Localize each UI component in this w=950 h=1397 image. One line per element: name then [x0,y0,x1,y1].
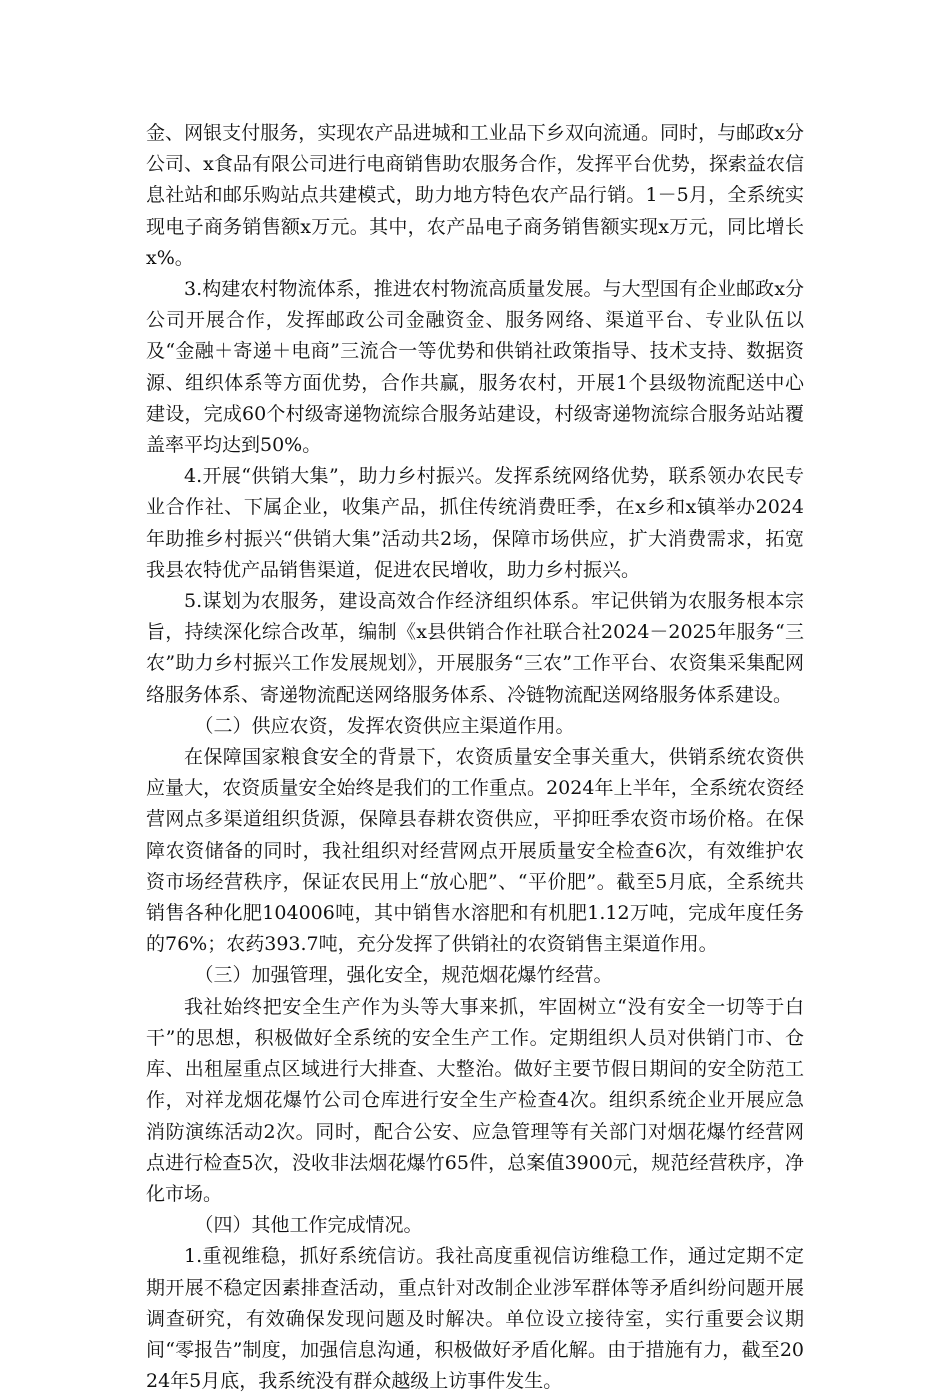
paragraph-safety-management: 我社始终把安全生产作为头等大事来抓，牢固树立“没有安全一切等于白干”的思想，积极做好全系统的安全生产工作。定期组织人员对供销门市、仓库、出租屋重点区域进行大排查、大整治。做好主要节假日期间的安全防范工作，对祥龙烟花爆竹公司仓库进行安全生产检查4次。组织系统企业开展应急消防演练活动2次。同时，配合公安、应急管理等有关部门对烟花爆竹经营网点进行检查5次，没收非法烟花爆竹65件，总案值3900元，规范经营秩序，净化市场。 [146,995,804,1205]
paragraph-supply-fair: 4.开展“供销大集”，助力乡村振兴。发挥系统网络优势，联系领办农民专业合作社、下属企业，收集产品，抓住传统消费旺季，在x乡和x镇举办2024年助推乡村振兴“供销大集”活动共2场，保障市场供应，扩大消费需求，拓宽我县农特优产品销售渠道，促进农民增收，助力乡村振兴。 [146,465,804,581]
paragraph-ecommerce-continued: 金、网银支付服务，实现农产品进城和工业品下乡双向流通。同时，与邮政x分公司、x食品有限公司进行电商销售助农服务合作，发挥平台优势，探索益农信息社站和邮乐购站点共建模式，助力地方特色农产品行销。1－5月，全系统实现电子商务销售额x万元。其中，农产品电子商务销售额实现x万元，同比增长x%。 [146,122,804,269]
section-heading-safety-management: （三）加强管理，强化安全，规范烟花爆竹经营。 [194,964,613,987]
document-page [146,118,804,1397]
paragraph-agri-service-planning: 5.谋划为农服务，建设高效合作经济组织体系。牢记供销为农服务根本宗旨，持续深化综合改革，编制《x县供销合作社联合社2024－2025年服务“三农”助力乡村振兴工作发展规划》，开展服务“三农”工作平台、农资集采集配网络服务体系、寄递物流配送网络服务体系、冷链物流配送网络服务体系建设。 [146,590,804,706]
section-heading-other-work: （四）其他工作完成情况。 [194,1214,423,1237]
paragraph-rural-logistics: 3.构建农村物流体系，推进农村物流高质量发展。与大型国有企业邮政x分公司开展合作，发挥邮政公司金融资金、服务网络、渠道平台、专业队伍以及“金融＋寄递＋电商”三流合一等优势和供销社政策指导、技术支持、数据资源、组织体系等方面优势，合作共赢，服务农村，开展1个县级物流配送中心建设，完成60个村级寄递物流综合服务站建设，村级寄递物流综合服务站站覆盖率平均达到50%。 [146,278,804,457]
section-heading-agri-supplies: （二）供应农资，发挥农资供应主渠道作用。 [194,714,575,737]
paragraph-stability-petitions: 1.重视维稳，抓好系统信访。我社高度重视信访维稳工作，通过定期不定期开展不稳定因素排查活动，重点针对改制企业涉军群体等矛盾纠纷问题开展调查研究，有效确保发现问题及时解决。单位设立接待室，实行重要会议期间“零报告”制度，加强信息沟通，积极做好矛盾化解。由于措施有力，截至2024年5月底，我系统没有群众越级上访事件发生。 [146,1245,804,1393]
paragraph-agri-supplies: 在保障国家粮食安全的背景下，农资质量安全事关重大，供销系统农资供应量大，农资质量安全始终是我们的工作重点。2024年上半年，全系统农资经营网点多渠道组织货源，保障县春耕农资供应，平抑旺季农资市场价格。在保障农资储备的同时，我社组织对经营网点开展质量安全检查6次，有效维护农资市场经营秩序，保证农民用上“放心肥”、“平价肥”。截至5月底，全系统共销售各种化肥104006吨，其中销售水溶肥和有机肥1.12万吨，完成年度任务的76%；农药393.7吨，充分发挥了供销社的农资销售主渠道作用。 [146,746,804,956]
